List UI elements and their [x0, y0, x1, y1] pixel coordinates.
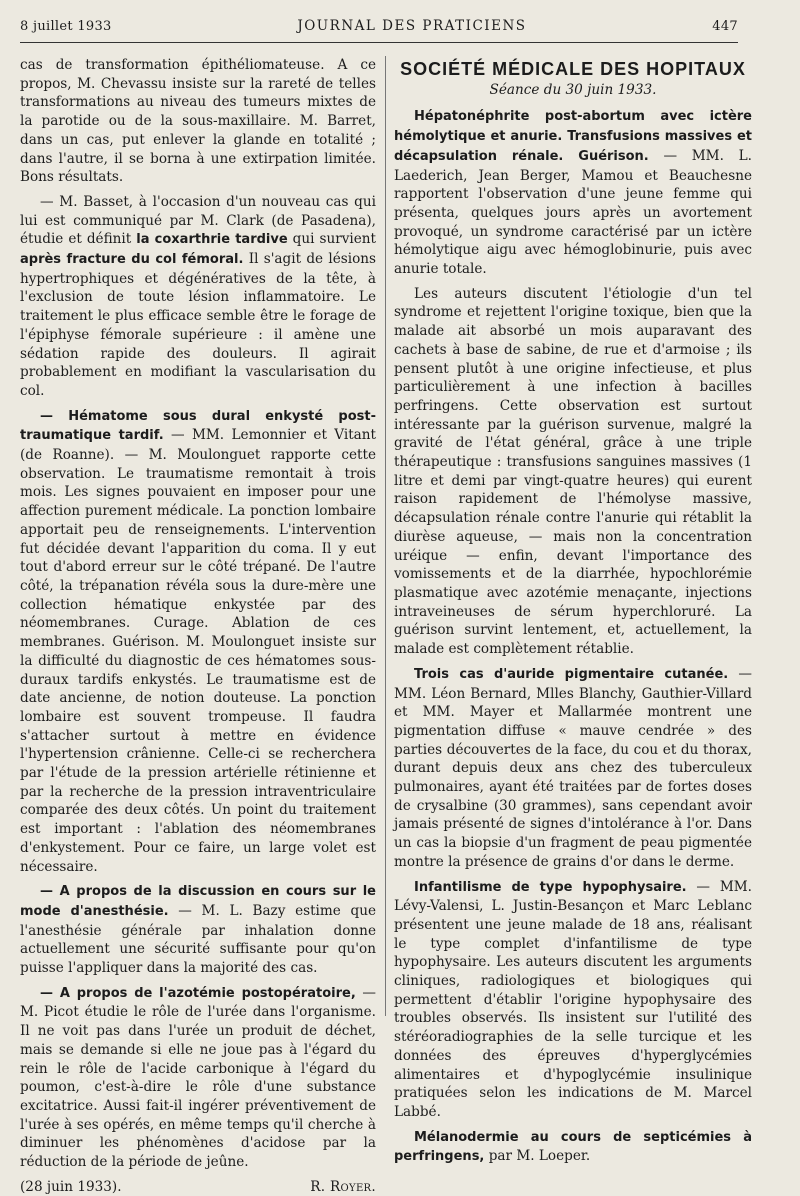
article-auride: [394, 665, 752, 872]
paragraph-anesthesie: [20, 882, 376, 978]
text-run: — M. Picot étudie le rôle de l'urée dans l'organisme. Il ne voit pas dans l'urée un produit de déchet, mais se demande si elle ne joue pas à l'égard du rein le rôle de l'acide carbonique à l'égard du poumon, c'est-à-dire le rôle d'une substance excitatrice. Aussi fait-il ingérer préventivement de l'urée à ses opérés, en même temps qu'il cherche à diminuer les phénomènes d'acidose par la réduction de la période de jeûne.: [20, 984, 376, 1171]
paragraph-basset: [20, 193, 376, 401]
column-divider: [385, 56, 386, 1016]
paragraph-chevassu: cas de transformation épithéliomateuse. A ce propos, M. Chevassu insiste sur la rareté de telles transformations au niveau des tumeurs mixtes de la parotide ou de la sous-maxillaire. M. Barret, dans un cas, put enlever la glande en totalité ; dans l'autre, il se borna à une extirpation limitée. Bons résultats.: [20, 57, 376, 186]
text-run: — M. L. Bazy estime que l'anesthésie générale par inhalation donne actuellement une sécurité suffisante pour qu'on puisse l'appliquer dans la majorité des cas.: [20, 902, 377, 977]
text-run: — M. Basset, à l'occasion d'un nouveau cas qui lui est communiqué par M. Clark (de Pasadena), étudie et définit: [20, 193, 376, 248]
article-hepatonephrite: [394, 107, 752, 278]
section-heading: Mélanodermie au cours de septicémies à perfringens,: [394, 1129, 752, 1165]
section-heading: — A propos de l'azotémie postopératoire,: [40, 985, 356, 1001]
signoff-author: R. Royer.: [310, 1178, 376, 1195]
header-journal-title: JOURNAL DES PRATICIENS: [297, 18, 527, 34]
section-heading: Hépatonéphrite post-abortum avec ictère hémolytique et anurie. Transfusions massives et décapsulation rénale. Guérison.: [394, 109, 752, 164]
text-run: Il s'agit de lésions hypertrophiques et dégénératives de la tête, à l'exclusion de toute lésion inflammatoire. Le traitement le plus efficace semble être le forage de l'épiphyse fémorale supérieure : il amène une sédation rapide des douleurs. Il agirait probablement en modifiant la vascularisation du col.: [20, 251, 376, 399]
section-heading: Trois cas d'auride pigmentaire cutanée.: [414, 666, 729, 682]
text-run: — MM. Lemonnier et Vitant (de Roanne). — M. Moulonguet rapporte cette observation. Le traumatisme remontait à trois mois. Les signes pouvaient en imposer pour une affection purement médicale. La ponction lombaire apportait peu de renseignements. L'intervention fut décidée devant l'apparition du coma. Il y eut tout d'abord erreur sur le côté trépané. De l'autre côté, la trépanation révéla sous la dure-mère une collection hématique enkystée par des néomembranes. Curage. Ablation de ces membranes. Guérison. M. Moulonguet insiste sur la difficulté du diagnostic de ces hématomes sous-duraux tardifs enkystés. Le traumatisme est de date ancienne, de notion douteuse. La ponction lombaire est souvent trompeuse. Il faudra s'attacher surtout à mettre en évidence l'hypertension crânienne. Celle-ci se recherchera par l'étude de la pression artérielle rétinienne et par la recherche de la pression intraventriculaire comparée des deux côtés. Un point du traitement est important : l'ablation des néomembranes d'enkystement. Pour ce faire, un large volet est nécessaire.: [20, 427, 376, 875]
signoff-date: (28 juin 1933).: [20, 1178, 122, 1195]
text-run: — MM. Léon Bernard, Mlles Blanchy, Gauthier-Villard et MM. Mayer et Mallarmée montrent une pigmentation diffuse « mauve cendrée » des parties découvertes de la face, du cou et du thorax, durant depuis deux ans chez des tuberculeux pulmonaires, ayant été traitées par de fortes doses de crysalbine (30 grammes), sans cependant avoir jamais présenté de signes d'intolérance à l'or. Dans un cas la biopsie d'un fragment de peau pigmentée montre la présence de grains d'or dans le derme.: [394, 665, 753, 870]
session-date: Séance du 30 juin 1933.: [489, 81, 657, 98]
signoff: [20, 1178, 376, 1196]
text-run: qui survient: [287, 231, 377, 248]
page-header: [20, 18, 738, 34]
right-column: [394, 56, 752, 1173]
paragraph-hematome: [20, 407, 376, 877]
article-melanodermie: [394, 1128, 752, 1167]
bold-term: après fracture du col fémoral.: [20, 252, 244, 268]
left-column: [20, 56, 376, 1196]
paragraph-etiologie: Les auteurs discutent l'étiologie d'un tel syndrome et rejettent l'origine toxique, bien que la malade ait absorbé un mois auparavant des cachets à base de sabine, de rue et d'armoise ; ils pensent plutôt à une origine infectieuse, et plus particulièrement à une infection à bacilles perfringens. Cette observation est surtout intéressante par la guérison survenue, malgré la gravité de l'état général, grâce à une triple thérapeutique : transfusions sanguines massives (1 litre et demi par vingt-quatre heures) qui eurent raison rapidement de l'hémolyse massive, décapsulation rénale contre l'anurie qui rétablit la diurèse aqueuse, — mais non la concentration uréique — enfin, devant l'importance des vomissements et de la diarrhée, hypochlorémie plasmatique avec azotémie menaçante, injections intraveineuses de sérum hyperchloruré. La guérison survint lentement, et, actuellement, la malade est complètement rétablie.: [394, 285, 752, 658]
text-run: — MM. Lévy-Valensi, L. Justin-Besançon et Marc Leblanc présentent une jeune malade de 18 ans, réalisant le type complet d'infantilisme de type hypophysaire. Les auteurs discutent les arguments cliniques, radiologiques et biologiques qui permettent d'établir l'origine hypophysaire des troubles observés. Ils insistent sur l'utilité des stéréoradiographies de la selle turcique et les données des épreuves d'hyperglycémies alimentaires et d'hypoglycémie insulinique pratiquées selon les indications de M. Marcel Labbé.: [394, 878, 752, 1120]
section-heading: Infantilisme de type hypophysaire.: [414, 879, 687, 895]
bold-term: la coxarthrie tardive: [136, 232, 288, 248]
section-heading: — Hématome sous dural enkysté post-traumatique tardif.: [20, 408, 376, 444]
text-run: — MM. L. Laederich, Jean Berger, Mamou et Beauchesne rapportent l'observation d'une jeune femme qui présenta, quelques jours après un avortement provoqué, un syndrome caractérisé par un ictère hémolytique aigu avec hémoglobinurie, puis avec anurie totale.: [394, 147, 752, 278]
society-title: SOCIÉTÉ MÉDICALE DES HOPITAUX: [400, 59, 746, 79]
section-heading: — A propos de la discussion en cours sur le mode d'anesthésie.: [20, 884, 376, 919]
header-date: 8 juillet 1933: [20, 19, 112, 34]
header-page-number: 447: [712, 19, 738, 34]
text-run: par M. Loeper.: [484, 1148, 591, 1165]
article-infantilisme: [394, 878, 752, 1122]
header-rule: [20, 42, 738, 43]
paragraph-azotemie: [20, 984, 376, 1172]
